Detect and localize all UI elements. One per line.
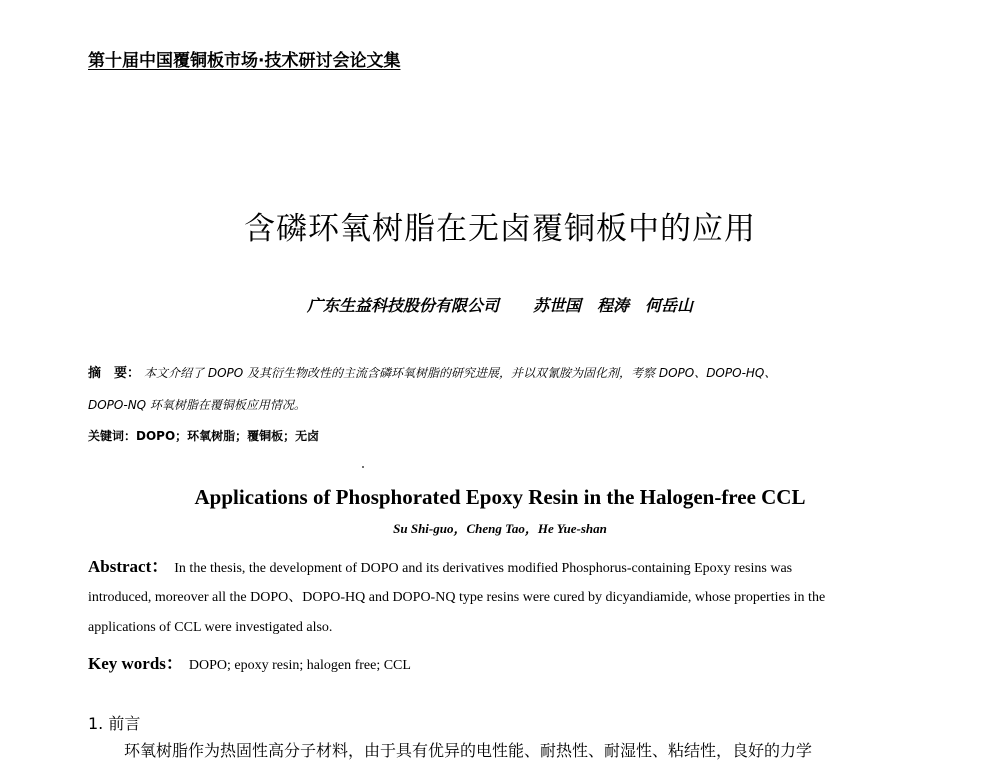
scan-artifact-dot — [362, 466, 364, 468]
chinese-author-names: 苏世国 程涛 何岳山 — [533, 296, 694, 315]
english-authors: Su Shi-guo，Cheng Tao，He Yue-shan — [393, 521, 607, 536]
chinese-keywords-label: 关键词： — [88, 429, 137, 443]
section-paragraph: 环氧树脂作为热固性高分子材料，由于具有优异的电性能、耐热性、耐湿性、粘结性，良好的力学 — [124, 741, 813, 760]
english-abstract-label: Abstract： — [88, 557, 169, 576]
english-title: Applications of Phosphorated Epoxy Resin in the Halogen-free CCL — [194, 485, 806, 509]
chinese-abstract — [88, 362, 776, 381]
chinese-abstract-line-2: DOPO-NQ 环氧树脂在覆铜板应用情况。 — [88, 398, 306, 412]
english-abstract-line-1: In the thesis, the development of DOPO and its derivatives modified Phosphorus-containing Epoxy resins was — [174, 561, 793, 576]
english-abstract-line-3: applications of CCL were investigated also. — [88, 620, 333, 635]
english-abstract — [88, 552, 792, 577]
chinese-abstract-label: 摘 要： — [88, 366, 141, 381]
section-heading: 1. 前言 — [88, 714, 141, 733]
chinese-company: 广东生益科技股份有限公司 — [306, 296, 499, 315]
english-keywords-label: Key words： — [88, 654, 183, 673]
english-keywords — [88, 649, 411, 674]
chinese-affiliation-authors — [0, 293, 1000, 316]
chinese-abstract-line-1: 本文介绍了 DOPO 及其衍生物改性的主流含磷环氧树脂的研究进展，并以双氰胺为固化剂，考察 DOPO、DOPO-HQ、 — [144, 366, 777, 380]
proceedings-header: 第十届中国覆铜板市场·技术研讨会论文集 — [88, 51, 401, 71]
english-keywords-text: DOPO; epoxy resin; halogen free; CCL — [188, 658, 411, 673]
chinese-title: 含磷环氧树脂在无卤覆铜板中的应用 — [244, 211, 756, 247]
chinese-keywords-text: DOPO；环氧树脂；覆铜板；无卤 — [136, 429, 320, 443]
chinese-keywords — [88, 427, 319, 444]
english-abstract-line-2: introduced, moreover all the DOPO、DOPO-HQ and DOPO-NQ type resins were cured by dicyandiamide, whose properties in the — [88, 590, 826, 605]
